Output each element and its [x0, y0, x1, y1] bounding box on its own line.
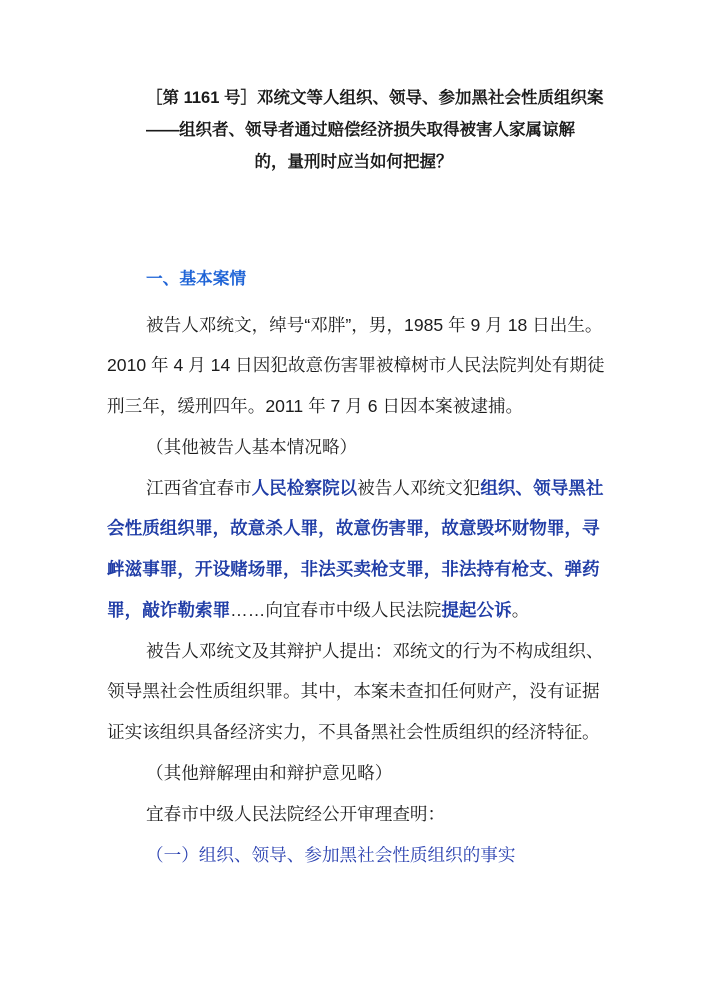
- paragraph-defense: [107, 631, 604, 753]
- emphasis-segment: 提起公诉: [441, 599, 512, 620]
- text-segment: 江西省宜春市: [146, 477, 252, 498]
- document-body: [107, 305, 605, 876]
- text-segment: ……向宜春市中级人民法院: [230, 599, 442, 620]
- title-line-1: ［第 1161 号］邓统文等人组织、领导、参加黑社会性质组织案: [146, 89, 604, 107]
- text-line: [107, 508, 600, 549]
- text-line: 刑三年，缓刑四年。2011 年 7 月 6 日因本案被逮捕。: [107, 396, 524, 417]
- paragraph-omitted-defense-note: （其他辩解理由和辩护意见略）: [146, 763, 393, 784]
- text-segment: 。: [511, 599, 530, 620]
- text-line: 证实该组织具备经济实力，不具备黑社会性质组织的经济特征。: [107, 722, 600, 743]
- title-line-2: ——组织者、领导者通过赔偿经济损失取得被害人家属谅解: [146, 121, 575, 139]
- text-line: [107, 468, 604, 509]
- document-title: [107, 82, 604, 178]
- emphasis-segment: 会性质组织罪，故意杀人罪，故意伤害罪，故意毁坏财物罪，寻: [107, 518, 600, 539]
- paragraph-court-finding-intro: 宜春市中级人民法院经公开审理查明：: [146, 803, 446, 824]
- text-line: 领导黑社会性质组织罪。其中，本案未查扣任何财产，没有证据: [107, 681, 600, 702]
- paragraph-prosecution: [107, 468, 604, 631]
- text-line: [107, 549, 600, 590]
- text-line: 被告人邓统文及其辩护人提出：邓统文的行为不构成组织、: [146, 640, 604, 661]
- paragraph-omitted-defendants-note: （其他被告人基本情况略）: [146, 436, 358, 457]
- text-line: 被告人邓统文，绰号“邓胖”，男，1985 年 9 月 18 日出生。: [146, 314, 603, 335]
- section-heading: 一、基本案情: [146, 269, 247, 288]
- title-line-3: 的，量刑时应当如何把握？: [254, 153, 453, 171]
- emphasis-segment: 罪，敲诈勒索罪: [107, 599, 231, 620]
- emphasis-segment: 衅滋事罪，开设赌场罪，非法买卖枪支罪，非法持有枪支、弹药: [107, 559, 600, 580]
- paragraph-defendant-intro: [107, 305, 605, 427]
- emphasis-segment: 组织、领导黑社: [480, 477, 604, 498]
- text-line: [107, 590, 600, 631]
- text-segment: 被告人邓统文犯: [357, 477, 481, 498]
- subsection-heading: （一）组织、领导、参加黑社会性质组织的事实: [146, 844, 516, 865]
- emphasis-segment: 人民检察院以: [251, 477, 358, 498]
- text-line: 2010 年 4 月 14 日因犯故意伤害罪被樟树市人民法院判处有期徒: [107, 355, 605, 376]
